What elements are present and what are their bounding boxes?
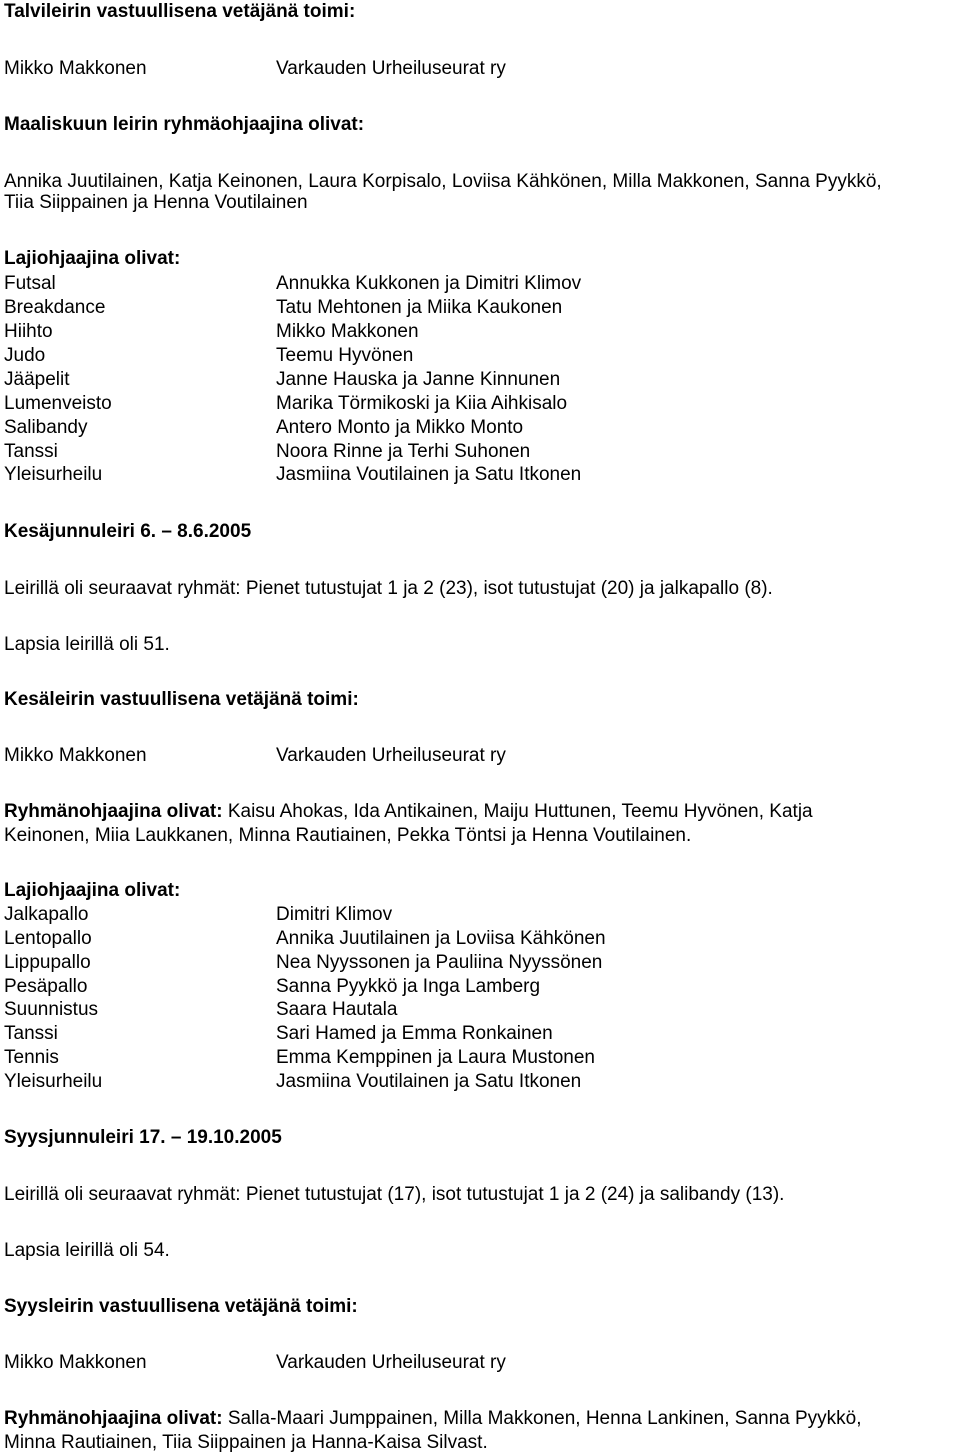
sport-name: Pesäpallo xyxy=(4,976,88,997)
sport-name: Judo xyxy=(4,345,46,366)
sport-name: Hiihto xyxy=(4,321,53,342)
sport-name: Tanssi xyxy=(4,441,58,462)
kesa-group-names: Kaisu Ahokas, Ida Antikainen, Maiju Huttunen, Teemu Hyvönen, Katja xyxy=(222,801,813,822)
syys-groups-text: Leirillä oli seuraavat ryhmät: Pienet tutustujat (17), isot tutustujat 1 ja 2 (24) ja salibandy (13). xyxy=(4,1184,785,1205)
sport-instructors: Jasmiina Voutilainen ja Satu Itkonen xyxy=(276,464,582,485)
sport-name: Lumenveisto xyxy=(4,393,112,414)
sport-instructors: Antero Monto ja Mikko Monto xyxy=(276,417,524,438)
talvi-group-heading: Maaliskuun leirin ryhmäohjaajina olivat: xyxy=(4,114,365,135)
sport-instructors: Jasmiina Voutilainen ja Satu Itkonen xyxy=(276,1071,582,1092)
kesa-leader-org: Varkauden Urheiluseurat ry xyxy=(276,745,506,766)
sport-name: Salibandy xyxy=(4,417,88,438)
kesa-kids-text: Lapsia leirillä oli 51. xyxy=(4,634,170,655)
kesa-leader-name: Mikko Makkonen xyxy=(4,745,147,766)
sport-instructors: Annika Juutilainen ja Loviisa Kähkönen xyxy=(276,928,606,949)
sport-instructors: Janne Hauska ja Janne Kinnunen xyxy=(276,369,561,390)
sport-name: Suunnistus xyxy=(4,999,99,1020)
sport-instructors: Teemu Hyvönen xyxy=(276,345,414,366)
sport-name: Futsal xyxy=(4,273,56,294)
syys-kids-text: Lapsia leirillä oli 54. xyxy=(4,1240,170,1261)
kesa-groups-text: Leirillä oli seuraavat ryhmät: Pienet tutustujat 1 ja 2 (23), isot tutustujat (20) ja jalkapallo (8). xyxy=(4,578,773,599)
sport-instructors: Tatu Mehtonen ja Miika Kaukonen xyxy=(276,297,563,318)
kesa-group-line-2: Keinonen, Miia Laukkanen, Minna Rautiainen, Pekka Töntsi ja Henna Voutilainen. xyxy=(4,825,692,846)
sport-instructors: Noora Rinne ja Terhi Suhonen xyxy=(276,441,531,462)
syys-leader-org: Varkauden Urheiluseurat ry xyxy=(276,1352,506,1373)
sport-name: Jääpelit xyxy=(4,369,70,390)
sport-name: Lentopallo xyxy=(4,928,92,949)
sport-name: Lippupallo xyxy=(4,952,91,973)
talvi-sport-heading: Lajiohjaajina olivat: xyxy=(4,248,181,269)
sport-instructors: Sari Hamed ja Emma Ronkainen xyxy=(276,1023,553,1044)
talvi-group-line-1: Annika Juutilainen, Katja Keinonen, Laura Korpisalo, Loviisa Kähkönen, Milla Makkonen, Sanna Pyykkö, xyxy=(4,171,882,192)
syys-leader-heading: Syysleirin vastuullisena vetäjänä toimi: xyxy=(4,1296,358,1317)
talvi-leader-org: Varkauden Urheiluseurat ry xyxy=(276,58,506,79)
sport-instructors: Saara Hautala xyxy=(276,999,398,1020)
sport-name: Jalkapallo xyxy=(4,904,89,925)
sport-instructors: Sanna Pyykkö ja Inga Lamberg xyxy=(276,976,541,997)
syys-group-line-2: Minna Rautiainen, Tiia Siippainen ja Hanna-Kaisa Silvast. xyxy=(4,1432,488,1453)
kesa-leader-heading: Kesäleirin vastuullisena vetäjänä toimi: xyxy=(4,689,359,710)
syys-group-label: Ryhmänohjaajina olivat: xyxy=(4,1408,223,1429)
kesa-sport-heading: Lajiohjaajina olivat: xyxy=(4,880,181,901)
sport-name: Breakdance xyxy=(4,297,106,318)
talvi-group-line-2: Tiia Siippainen ja Henna Voutilainen xyxy=(4,192,308,213)
syys-group-line-1 xyxy=(4,1408,862,1430)
sport-instructors: Annukka Kukkonen ja Dimitri Klimov xyxy=(276,273,582,294)
sport-instructors: Mikko Makkonen xyxy=(276,321,419,342)
sport-instructors: Marika Törmikoski ja Kiia Aihkisalo xyxy=(276,393,568,414)
syys-leader-name: Mikko Makkonen xyxy=(4,1352,147,1373)
syys-group-names: Salla-Maari Jumppainen, Milla Makkonen, Henna Lankinen, Sanna Pyykkö, xyxy=(222,1408,862,1429)
sport-instructors: Dimitri Klimov xyxy=(276,904,393,925)
sport-name: Tennis xyxy=(4,1047,59,1068)
sport-name: Tanssi xyxy=(4,1023,58,1044)
kesa-title: Kesäjunnuleiri 6. – 8.6.2005 xyxy=(4,521,252,542)
talvi-leader-name: Mikko Makkonen xyxy=(4,58,147,79)
talvi-leader-heading: Talvileirin vastuullisena vetäjänä toimi: xyxy=(4,1,356,22)
sport-name: Yleisurheilu xyxy=(4,1071,103,1092)
sport-name: Yleisurheilu xyxy=(4,464,103,485)
kesa-group-label: Ryhmänohjaajina olivat: xyxy=(4,801,223,822)
kesa-group-line-1 xyxy=(4,801,813,823)
syys-title: Syysjunnuleiri 17. – 19.10.2005 xyxy=(4,1127,282,1148)
sport-instructors: Nea Nyyssonen ja Pauliina Nyyssönen xyxy=(276,952,603,973)
sport-instructors: Emma Kemppinen ja Laura Mustonen xyxy=(276,1047,595,1068)
